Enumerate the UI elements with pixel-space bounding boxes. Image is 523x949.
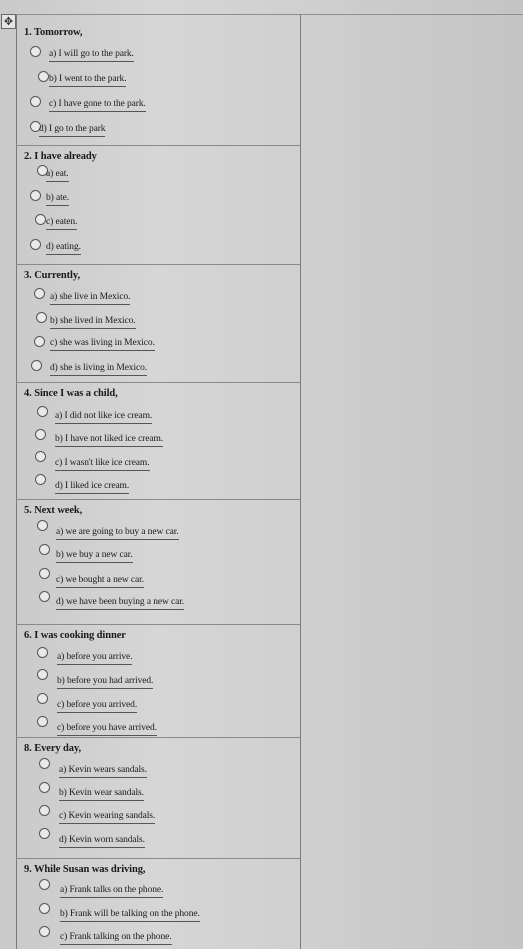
option-label: a) she live in Mexico.	[50, 292, 131, 302]
option-underline	[60, 897, 163, 898]
option-underline	[57, 688, 153, 689]
top-border	[16, 14, 523, 15]
question-title: 9. While Susan was driving,	[24, 864, 146, 875]
option-label: b) before you had arrived.	[57, 676, 154, 686]
question-title: 2. I have already	[24, 151, 97, 162]
option-underline	[39, 136, 105, 137]
option-label: a) Kevin wears sandals.	[59, 765, 147, 775]
option-radio[interactable]	[39, 568, 50, 579]
option-radio[interactable]	[39, 926, 50, 937]
option-underline	[60, 921, 200, 922]
option-underline	[59, 800, 144, 801]
option-radio[interactable]	[37, 647, 48, 658]
option-label: a) I did not like ice cream.	[55, 411, 153, 421]
option-label: c) before you arrived.	[57, 700, 138, 710]
option-label: a) eat.	[46, 169, 69, 179]
option-radio[interactable]	[30, 96, 41, 107]
question-title: 5. Next week,	[24, 505, 83, 516]
option-underline	[50, 304, 130, 305]
option-label: b) we buy a new car.	[56, 550, 133, 560]
column-divider	[300, 14, 301, 949]
option-radio[interactable]	[30, 46, 41, 57]
option-label: b) Kevin wear sandals.	[59, 788, 144, 798]
option-label: b) I have not liked ice cream.	[55, 434, 164, 444]
option-label: d) she is living in Mexico.	[50, 363, 148, 373]
option-label: c) Frank talking on the phone.	[60, 932, 172, 942]
option-underline	[46, 181, 69, 182]
option-underline	[46, 254, 81, 255]
option-underline	[49, 61, 134, 62]
option-label: b) I went to the park.	[49, 74, 127, 84]
option-radio[interactable]	[35, 451, 46, 462]
option-label: d) Kevin worn sandals.	[59, 835, 145, 845]
option-radio[interactable]	[35, 214, 46, 225]
option-label: c) eaten.	[46, 217, 78, 227]
option-radio[interactable]	[39, 782, 50, 793]
option-radio[interactable]	[37, 520, 48, 531]
question-title: 8. Every day,	[24, 743, 82, 754]
option-radio[interactable]	[36, 312, 47, 323]
option-radio[interactable]	[30, 190, 41, 201]
option-radio[interactable]	[39, 828, 50, 839]
option-label: a) I will go to the park.	[49, 49, 134, 59]
option-label: a) before you arrive.	[57, 652, 133, 662]
option-radio[interactable]	[39, 903, 50, 914]
question-separator	[16, 737, 300, 738]
question-separator	[16, 382, 300, 383]
option-label: c) she was living in Mexico.	[50, 338, 155, 348]
option-radio[interactable]	[38, 71, 49, 82]
option-radio[interactable]	[31, 360, 42, 371]
option-underline	[49, 111, 146, 112]
option-underline	[55, 470, 150, 471]
question-title: 1. Tomorrow,	[24, 27, 83, 38]
option-label: a) Frank talks on the phone.	[60, 885, 164, 895]
option-underline	[50, 350, 155, 351]
option-underline	[57, 664, 132, 665]
question-separator	[16, 499, 300, 500]
option-underline	[57, 712, 137, 713]
option-radio[interactable]	[39, 758, 50, 769]
option-radio[interactable]	[39, 544, 50, 555]
option-label: b) she lived in Mexico.	[50, 316, 136, 326]
option-label: c) I have gone to the park.	[49, 99, 146, 109]
option-underline	[46, 229, 77, 230]
option-underline	[59, 777, 147, 778]
option-radio[interactable]	[37, 716, 48, 727]
option-underline	[56, 609, 184, 610]
option-radio[interactable]	[34, 288, 45, 299]
option-label: d) we have been buying a new car.	[56, 597, 185, 607]
option-underline	[59, 823, 155, 824]
option-radio[interactable]	[37, 669, 48, 680]
move-handle-icon[interactable]: ✥	[1, 14, 16, 29]
option-label: c) we bought a new car.	[56, 575, 144, 585]
option-underline	[55, 446, 163, 447]
question-title: 6. I was cooking dinner	[24, 630, 126, 641]
option-label: a) we are going to buy a new car.	[56, 527, 179, 537]
option-underline	[46, 205, 69, 206]
question-title: 4. Since I was a child,	[24, 388, 118, 399]
option-label: b) Frank will be talking on the phone.	[60, 909, 200, 919]
question-separator	[16, 264, 300, 265]
option-radio[interactable]	[34, 336, 45, 347]
option-radio[interactable]	[39, 591, 50, 602]
option-underline	[56, 562, 133, 563]
option-radio[interactable]	[30, 239, 41, 250]
option-underline	[60, 944, 172, 945]
option-radio[interactable]	[35, 474, 46, 485]
option-radio[interactable]	[37, 406, 48, 417]
option-underline	[49, 86, 126, 87]
option-label: b) ate.	[46, 193, 70, 203]
option-label: d) I go to the park	[39, 124, 106, 134]
option-underline	[55, 493, 129, 494]
option-label: c) before you have arrived.	[57, 723, 157, 733]
option-label: c) Kevin wearing sandals.	[59, 811, 156, 821]
question-separator	[16, 145, 300, 146]
option-radio[interactable]	[39, 879, 50, 890]
option-underline	[56, 539, 179, 540]
option-underline	[57, 735, 157, 736]
option-radio[interactable]	[39, 805, 50, 816]
question-separator	[16, 624, 300, 625]
option-label: d) eating.	[46, 242, 81, 252]
option-radio[interactable]	[35, 429, 46, 440]
option-underline	[59, 847, 145, 848]
option-radio[interactable]	[37, 693, 48, 704]
option-underline	[56, 587, 144, 588]
option-underline	[50, 328, 136, 329]
left-border	[16, 14, 17, 949]
question-separator	[16, 858, 300, 859]
question-title: 3. Currently,	[24, 270, 80, 281]
option-underline	[55, 423, 152, 424]
option-label: d) I liked ice cream.	[55, 481, 130, 491]
option-underline	[50, 375, 147, 376]
option-label: c) I wasn't like ice cream.	[55, 458, 150, 468]
